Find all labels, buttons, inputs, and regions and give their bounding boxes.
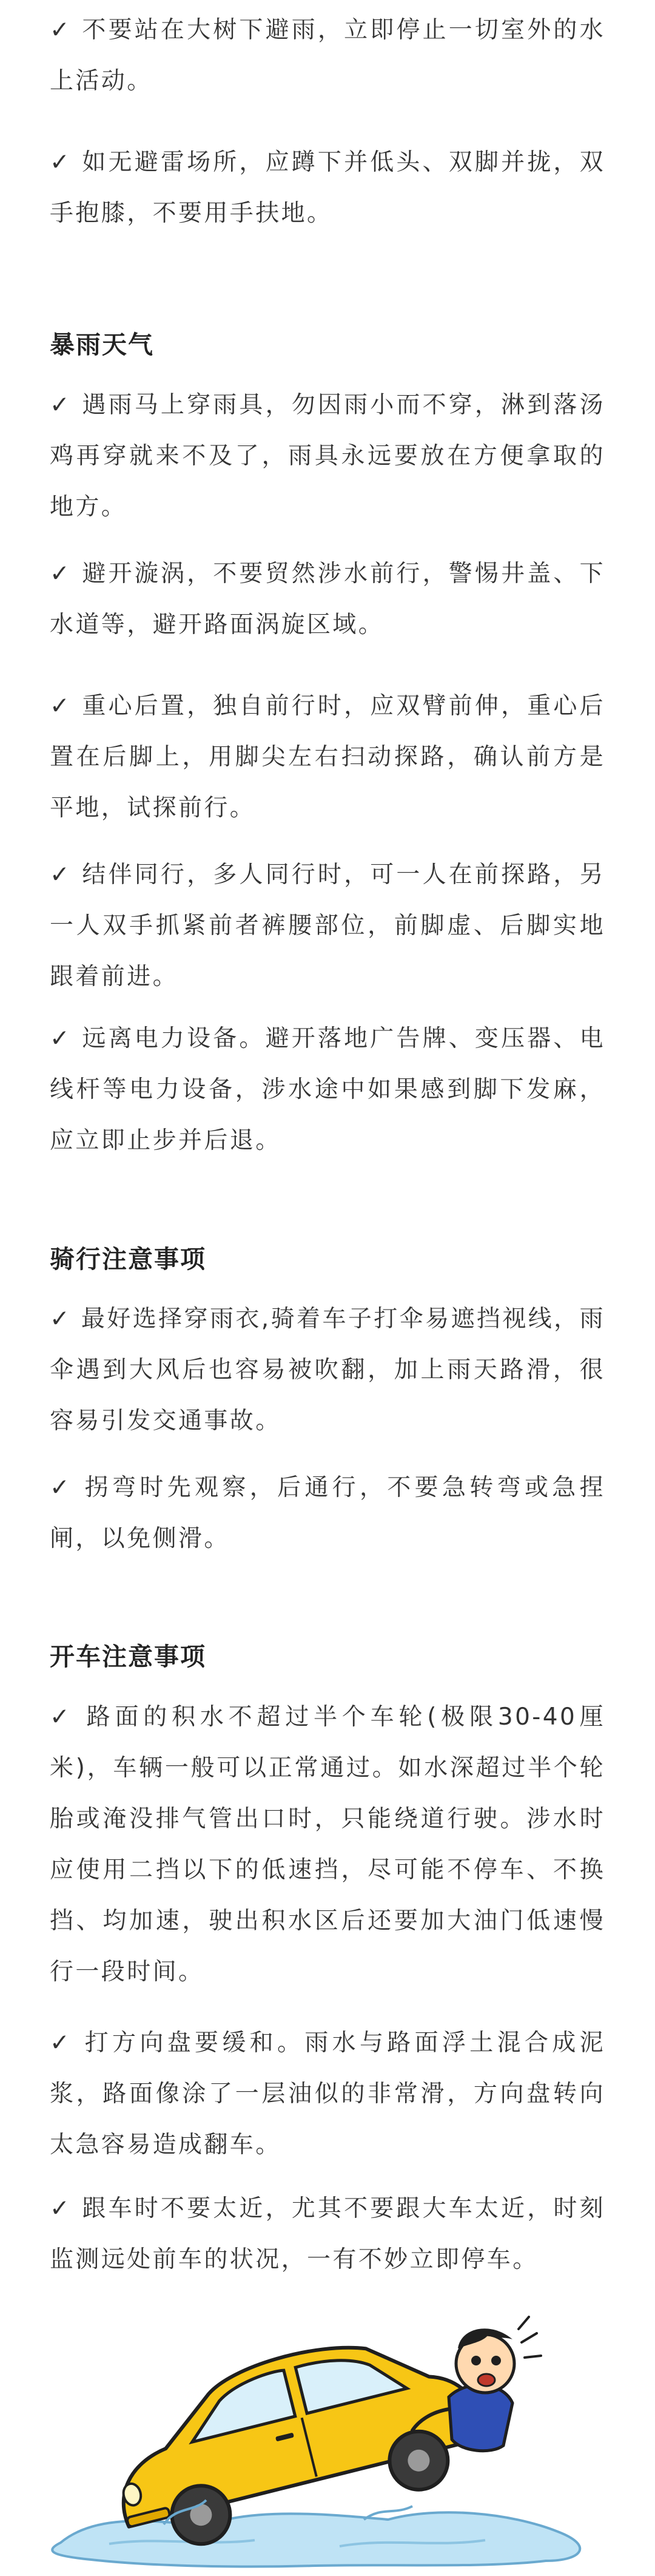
- tip-lightning-crouch: ✓ 如无避雷场所，应蹲下并低头、双脚并拢，双手抱膝，不要用手扶地。: [50, 149, 605, 227]
- section-heading-cycling: 骑行注意事项: [50, 1245, 206, 1274]
- tip-avoid-whirlpool: ✓ 避开漩涡，不要贸然涉水前行，警惕井盖、下水道等，避开路面涡旋区域。: [50, 560, 605, 638]
- tip-steering: ✓ 打方向盘要缓和。雨水与路面浮土混合成泥浆，路面像涂了一层油似的非常滑，方向盘转向太急容易造成翻车。: [50, 2029, 605, 2158]
- section-heading-driving: 开车注意事项: [50, 1642, 206, 1671]
- tip-electrical-equipment: ✓ 远离电力设备。避开落地广告牌、变压器、电线杆等电力设备，涉水途中如果感到脚下发麻，应立即止步并后退。: [50, 1025, 605, 1154]
- tip-center-of-gravity: ✓ 重心后置，独自前行时，应双臂前伸，重心后置在后脚上，用脚尖左右扫动探路，确认前方是平地，试探前行。: [50, 692, 605, 822]
- tip-raincoat: ✓ 最好选择穿雨衣,骑着车子打伞易遮挡视线，雨伞遇到大风后也容易被吹翻，加上雨天路滑，很容易引发交通事故。: [50, 1305, 605, 1435]
- tip-turning: ✓ 拐弯时先观察，后通行，不要急转弯或急捏闸，以免侧滑。: [50, 1474, 605, 1552]
- tip-walk-together: ✓ 结伴同行，多人同行时，可一人在前探路，另一人双手抓紧前者裤腰部位，前脚虚、后脚实地跟着前进。: [50, 861, 605, 990]
- tip-rain-gear: ✓ 遇雨马上穿雨具，勿因雨小而不穿，淋到落汤鸡再穿就来不及了，雨具永远要放在方便拿取的地方。: [50, 391, 605, 521]
- tip-following-distance: ✓ 跟车时不要太近，尤其不要跟大车太近，时刻监测远处前车的状况，一有不妙立即停车。: [50, 2195, 605, 2273]
- section-heading-rainstorm: 暴雨天气: [50, 330, 154, 359]
- tip-water-depth: ✓ 路面的积水不超过半个车轮(极限30-40厘米)，车辆一般可以正常通过。如水深超过半个轮胎或淹没排气管出口时，只能绕道行驶。涉水时应使用二挡以下的低速挡，尽可能不停车、不换挡、均加速，驶出积水区后还要加大油门低速慢行一段时间。: [50, 1703, 605, 1986]
- flooded-car-cartoon-icon: [24, 2306, 631, 2576]
- tip-lightning-tree: ✓ 不要站在大树下避雨，立即停止一切室外的水上活动。: [50, 16, 605, 95]
